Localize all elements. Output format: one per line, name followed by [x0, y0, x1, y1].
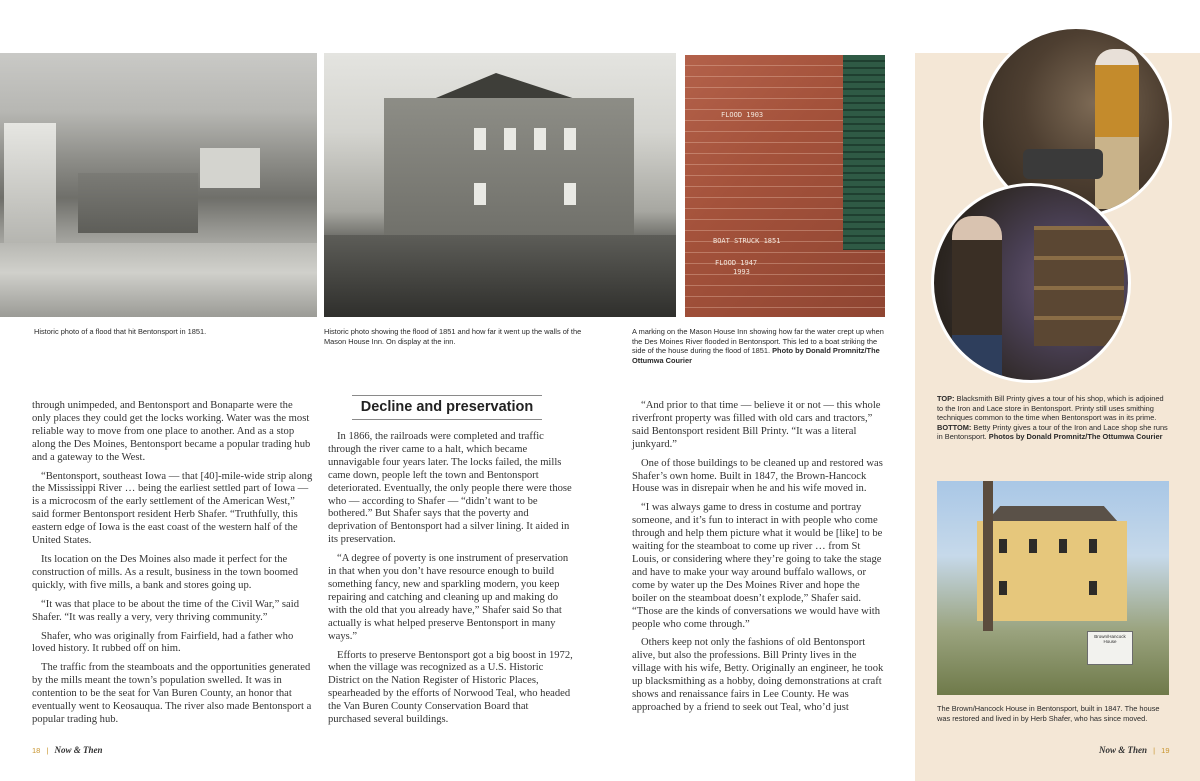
caption-photo3 — [632, 327, 890, 365]
bill-printy-figure — [1095, 49, 1139, 209]
house-window — [1089, 539, 1097, 553]
mason-house-flood-photo — [324, 53, 676, 317]
brown-hancock-house-photo — [937, 481, 1169, 695]
caption-photo4: The Brown/Hancock House in Bentonsport, built in 1847. The house was restored and lived in by Herb Shafer, who has since moved. — [937, 704, 1160, 723]
mill-building — [4, 123, 56, 243]
paragraph: “Bentonsport, southeast Iowa — that [40]-mile-wide strip along the Mississippi River … being the earliest settled part of Iowa — is a microcosm of the early settlement of the American West,” said former Bentonsport resident Herb Shafer. “Truthfully, this eastern edge of Iowa is the east coast of the western half of the United States. — [32, 470, 313, 547]
house-window — [474, 128, 486, 150]
paragraph: “I was always game to dress in costume and portray someone, and it’s fun to interact in with people who come through and help them picture what it would be [like] to be waiting for the steamboat to come up river … from St Louis, or considering where they’re going to take the stage and have to make your way around buffalo wallows, or come by water up the Des Moines River and hope the boiler on the steamboat doesn’t explode,” Shafer said. “Those are the kinds of conversations we would have with people who come through.” — [632, 502, 883, 630]
caption-circles-credit: Photos by Donald Promnitz/The Ottumwa Courier — [988, 432, 1163, 442]
paragraph: Its location on the Des Moines also made it perfect for the construction of mills. As a result, business in the town boomed quickly, with five mills, a bank and stores going up. — [32, 553, 298, 591]
house-window — [999, 581, 1007, 595]
flood-photo-1851 — [0, 53, 317, 317]
footer-right — [1099, 745, 1170, 755]
flood-mark-1903: FLOOD 1903 — [721, 111, 764, 119]
caption-top-label: TOP: — [937, 394, 955, 403]
flood-mark-1947: FLOOD 1947 — [715, 259, 758, 267]
house-window — [999, 539, 1007, 553]
paragraph: through unimpeded, and Bentonsport and Bonaparte were the only places they could get the locks working. Water was the most reliable way to move from one place to another. And as a stop along the Des Moines, Bentonsport became a popular trading hub and a gateway to the West. — [32, 400, 311, 463]
house-window — [1029, 539, 1037, 553]
caption-top-text: Blacksmith Bill Printy gives a tour of his shop, which is adjoined to the Iron and Lace store in Bentonsport. Printy still uses smithing techniques common to the time when Bentonsport was in its prime. — [937, 394, 1164, 423]
caption-photo2: Historic photo showing the flood of 1851 and how far it went up the walls of the Mason House Inn. On display at the inn. — [324, 327, 582, 346]
paragraph: The traffic from the steamboats and the opportunities generated by the mills meant the town’s population swelled. It was in contention to be the seat for Van Buren County, an honor that eventually went to Keosauqua. The river also made Bentonsport a popular trading hub. — [32, 662, 312, 725]
house-window — [504, 128, 516, 150]
paragraph: “It was that place to be about the time of the Civil War,” said Shafer. “It was really a very, very thriving community.” — [32, 598, 299, 623]
house-window — [564, 128, 576, 150]
section-heading: Decline and preservation — [352, 395, 542, 420]
footer-left — [32, 745, 103, 755]
page-number-left: 18 — [32, 746, 41, 755]
flood-mark-1993: 1993 — [733, 268, 750, 276]
green-shutter — [843, 55, 885, 250]
iron-and-lace-store-photo — [931, 183, 1131, 383]
flood-water — [324, 235, 676, 317]
paragraph: “And prior to that time — believe it or not — this whole riverfront property was filled with old cars and tractors,” said Bentonsport resident Bill Printy. “It was a literal junkyard.” — [632, 400, 881, 450]
tree-trunk — [983, 481, 993, 631]
caption-circles — [937, 394, 1169, 442]
paragraph: Efforts to preserve Bentonsport got a big boost in 1972, when the village was recognized as a U.S. Historic District on the Nation Register of Historic Places, spearheaded by the efforts of Norwood Teal, who headed the Van Buren County Conservation Board that purchased several buildings. — [328, 649, 573, 726]
paragraph: “A degree of poverty is one instrument of preservation in that when you don’t have resource enough to build something fancy, new and sparkling modern, you keep repairing and catching and cleaning up and making do with the old that you already have,” Shafer said So that actually is what helped preserve Bentonsport in many ways.” — [328, 553, 569, 642]
caption-bottom-label: BOTTOM: — [937, 422, 972, 432]
house-window — [534, 128, 546, 150]
betty-printy-figure — [952, 216, 1002, 383]
flood-marking-photo — [685, 55, 885, 317]
paragraph: Shafer, who was originally from Fairfield, had a father who loved history. It rubbed off on him. — [32, 630, 294, 655]
article-column-2 — [328, 431, 573, 733]
mason-house — [384, 98, 634, 248]
caption-bottom-text: Betty Printy gives a tour of the Iron and Lace shop she runs in Bentonsport. — [937, 422, 1168, 442]
sign-text: Brown/Hancock House — [1094, 634, 1126, 644]
paragraph: In 1866, the railroads were completed and traffic through the river came to a halt, which became unnavigable four years later. The locks failed, the mills came down, people left the town and Bentonsport deteriorated. Eventually, the only people there were those who — according to Shafer — “didn’t want to be bothered.” But Shafer says that the poverty and deprivation of Bentonsport had a silver lining. It aided in its preservation. — [328, 431, 572, 546]
store-shelves — [1034, 226, 1124, 346]
hillside-house — [200, 148, 260, 188]
anvil — [1023, 149, 1103, 179]
paragraph: One of those buildings to be cleaned up and restored was Shafer’s own home. Built in 1847, the Brown-Hancock House was in disrepair when he and his wife moved in. — [632, 457, 883, 495]
footer-separator: | — [1153, 746, 1156, 755]
magazine-brand: Now & Then — [54, 745, 103, 755]
footer-separator: | — [46, 746, 49, 755]
article-column-3 — [632, 400, 884, 721]
article-column-1 — [32, 400, 313, 733]
riverside-building — [78, 173, 198, 233]
flood-water — [0, 243, 317, 317]
house-window — [1089, 581, 1097, 595]
house-window — [564, 183, 576, 205]
brown-hancock-house — [977, 521, 1127, 621]
boat-struck-mark: BOAT STRUCK 1851 — [713, 237, 781, 245]
page-number-right: 19 — [1161, 746, 1170, 755]
magazine-brand: Now & Then — [1099, 745, 1148, 755]
historic-sign — [1087, 631, 1133, 665]
house-window — [474, 183, 486, 205]
paragraph: Others keep not only the fashions of old Bentonsport alive, but also the professions. Bill Printy lives in the village with his wife, Betty. Originally an engineer, he took up blacksmithing as a hobby, doing demonstrations at craft shows and renaissance fairs in Lee County. He was approached by a friend to seek out Teal, who’d just — [632, 637, 884, 713]
caption-photo3-credit: Photo by Donald Promnitz/The Ottumwa Courier — [632, 346, 880, 365]
caption-photo1: Historic photo of a flood that hit Bentonsport in 1851. — [34, 327, 207, 336]
house-window — [1059, 539, 1067, 553]
caption-photo3-text: A marking on the Mason House Inn showing how far the water crept up when the Des Moines River flooded in Bentonsport. This led to a boat striking the side of the house during the flood of 1851. — [632, 327, 884, 356]
